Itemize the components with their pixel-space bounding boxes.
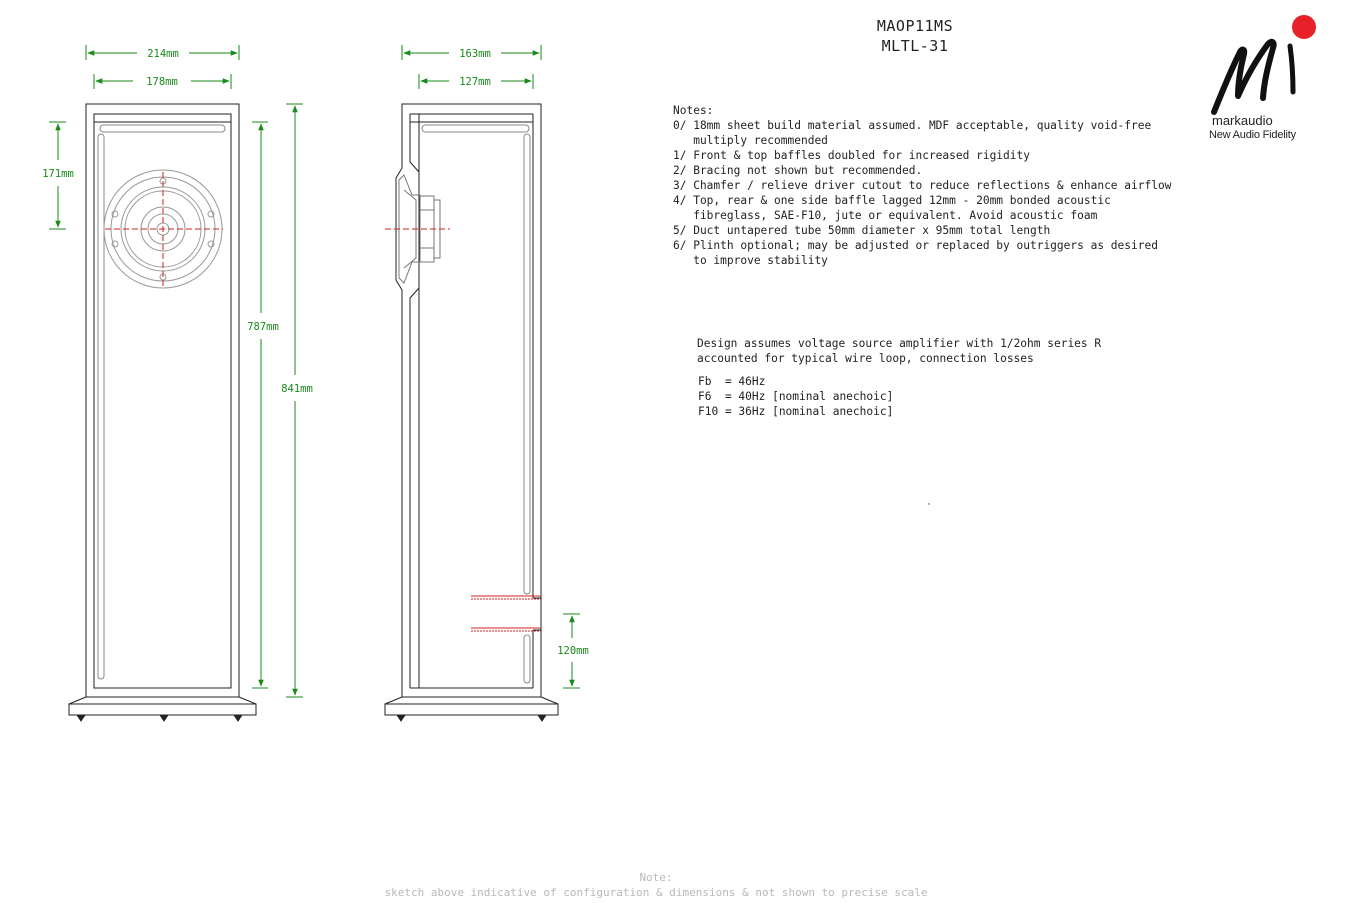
- logo-wordmark: markaudio: [1212, 113, 1273, 128]
- dimension-lines: [49, 45, 580, 697]
- note-line: to improve stability: [673, 254, 828, 267]
- dim-port-height: 120mm: [557, 645, 589, 657]
- note-line: 1/ Front & top baffles doubled for increased rigidity: [673, 149, 1030, 162]
- note-line: 4/ Top, rear & one side baffle lagged 12mm - 20mm bonded acoustic: [673, 194, 1111, 207]
- dim-front-outer-width: 214mm: [147, 48, 179, 60]
- dim-side-outer-depth: 163mm: [459, 48, 491, 60]
- dimension-labels: [42, 48, 589, 657]
- note-line: fibreglass, SAE-F10, jute or equivalent. Avoid acoustic foam: [673, 209, 1098, 222]
- dim-front-inner-width: 178mm: [146, 76, 178, 88]
- side-plinth: [385, 704, 558, 715]
- design-title: MLTL-31: [881, 37, 949, 55]
- tuning-specs: [698, 374, 893, 419]
- footer-label: Note:: [639, 871, 673, 884]
- design-line-1: Design assumes voltage source amplifier with 1/2ohm series R: [697, 337, 1102, 350]
- note-line: 3/ Chamfer / relieve driver cutout to reduce reflections & enhance airflow: [673, 179, 1172, 192]
- design-assumption: [697, 337, 1101, 366]
- spec-f10: F10 = 36Hz [nominal anechoic]: [698, 405, 894, 418]
- spec-fb: Fb = 46Hz: [698, 375, 766, 388]
- note-line: 6/ Plinth optional; may be adjusted or replaced by outriggers as desired: [673, 239, 1158, 252]
- logo-red-dot: [1292, 15, 1316, 39]
- note-line: 2/ Bracing not shown but recommended.: [673, 164, 923, 177]
- spec-f6: F6 = 40Hz [nominal anechoic]: [698, 390, 894, 403]
- note-line: 5/ Duct untapered tube 50mm diameter x 95mm total length: [673, 224, 1051, 237]
- dim-outer-height: 841mm: [281, 383, 313, 395]
- model-title: MAOP11MS: [876, 17, 954, 35]
- notes-heading: Notes:: [673, 104, 714, 117]
- note-line: 0/ 18mm sheet build material assumed. MDF acceptable, quality void-free: [673, 119, 1152, 132]
- port-duct: [471, 596, 541, 631]
- dim-side-inner-depth: 127mm: [459, 76, 491, 88]
- dim-driver-center-height: 171mm: [42, 168, 74, 180]
- dim-inner-height: 787mm: [247, 321, 279, 333]
- front-plinth: [69, 704, 256, 715]
- side-outer-panel: [396, 104, 541, 697]
- build-notes: [673, 103, 1171, 268]
- design-line-2: accounted for typical wire loop, connection losses: [697, 351, 1034, 365]
- logo-tagline: New Audio Fidelity: [1209, 129, 1296, 141]
- front-view: [69, 104, 256, 721]
- note-line: multiply recommended: [673, 134, 828, 147]
- footer-text: sketch above indicative of configuration & dimensions & not shown to precise scale: [384, 886, 928, 899]
